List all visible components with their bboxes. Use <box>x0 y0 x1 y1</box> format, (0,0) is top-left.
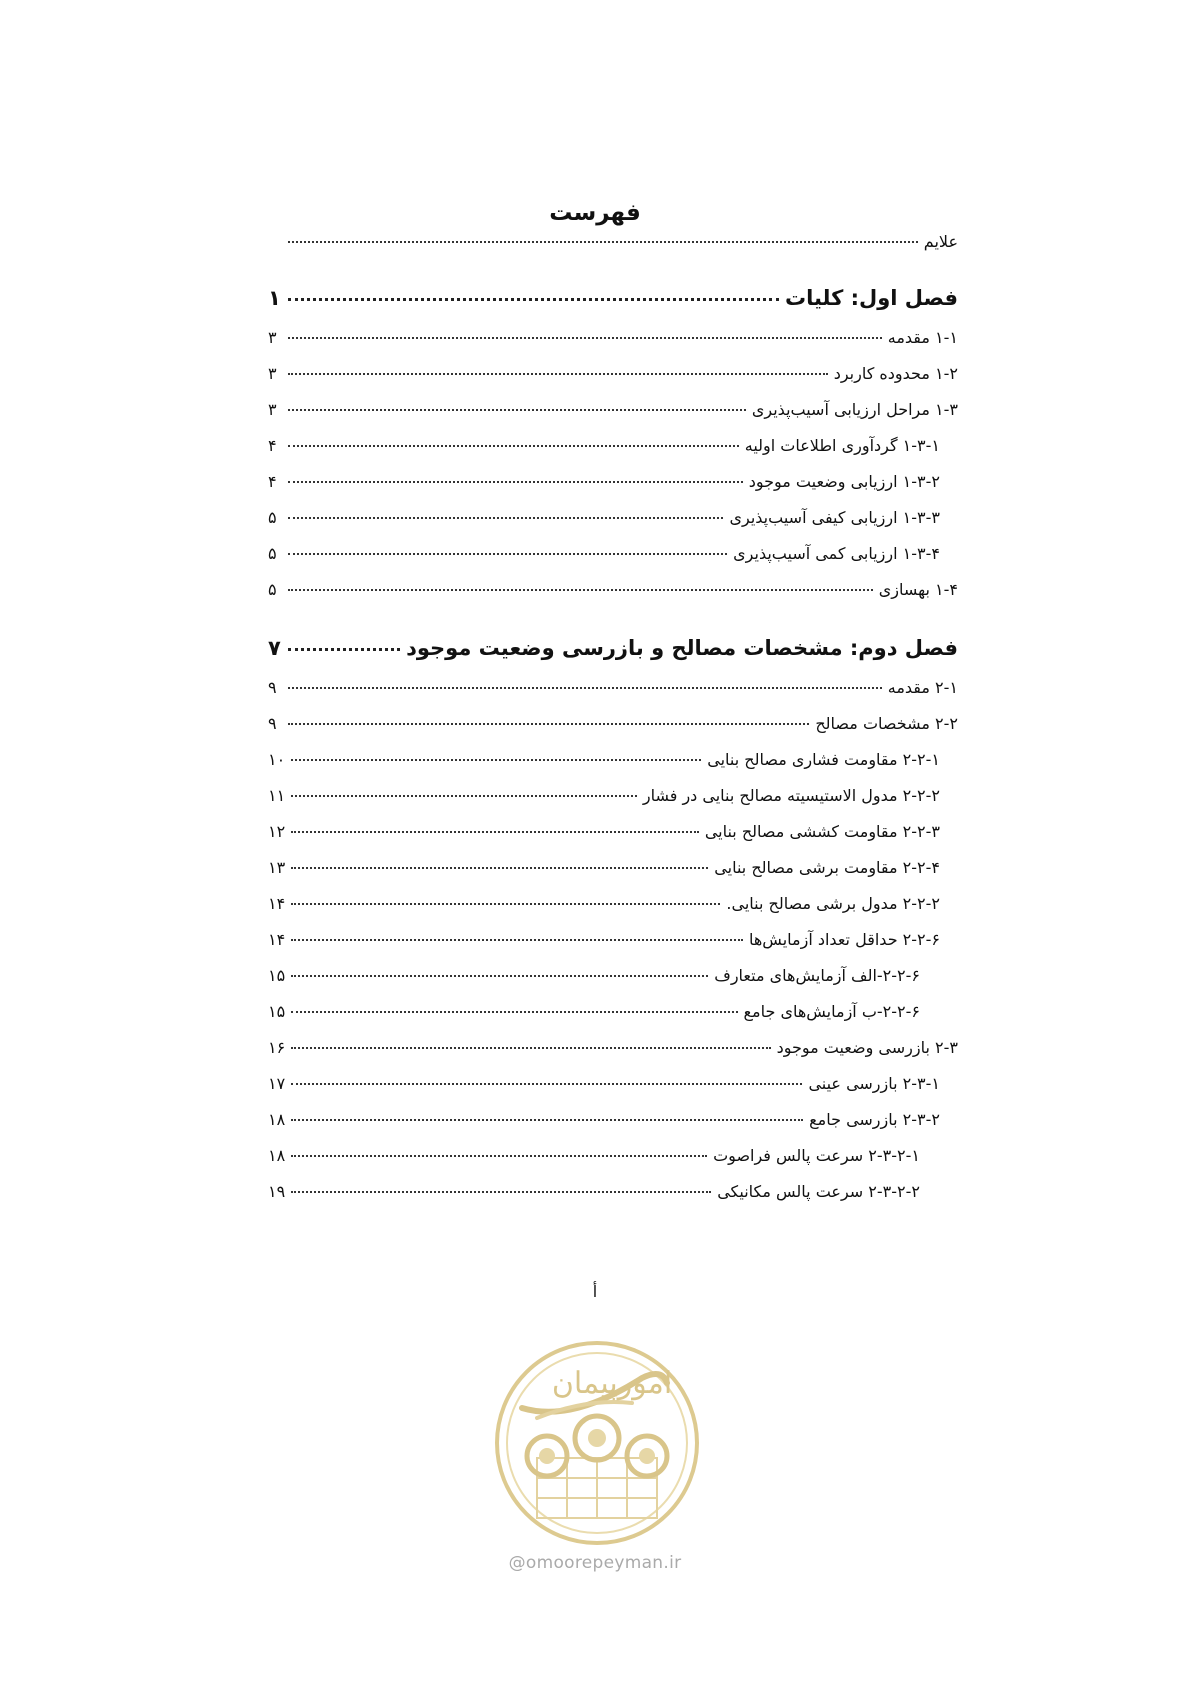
toc-entry-page: ۱۵ <box>268 966 286 985</box>
toc-entry-page: ۱۱ <box>268 786 286 805</box>
toc-entry-page: ۱۶ <box>268 1038 286 1057</box>
toc-entry[interactable] <box>268 1002 958 1036</box>
toc-entry[interactable] <box>268 544 958 578</box>
toc-entry-label: فصل دوم: مشخصات مصالح و بازرسی وضعیت موجود <box>406 636 958 660</box>
toc-entry[interactable] <box>268 472 958 506</box>
toc-entry-page: ۳ <box>268 364 277 383</box>
dot-leader <box>288 481 743 483</box>
toc-entry-label: ۱-۳-۲ ارزیابی وضعیت موجود <box>748 472 940 491</box>
page-title: فهرست <box>549 200 641 226</box>
toc-entry[interactable] <box>268 786 958 820</box>
toc-entry-page: ۵ <box>268 508 277 527</box>
toc-entry-label: ۲-۳-۲-۱ سرعت پالس فراصوت <box>713 1146 920 1165</box>
stamp-text: امورپیمان <box>551 1366 673 1401</box>
toc-entry-page: ۱۳ <box>268 858 286 877</box>
toc-chapter[interactable] <box>268 636 958 670</box>
toc-entry-page: ۱۸ <box>268 1146 286 1165</box>
dot-leader <box>291 1119 803 1121</box>
toc-entry-label: ۲-۲-۲ مدول برشی مصالح بنایی. <box>726 894 940 913</box>
toc-entry[interactable] <box>268 1146 958 1180</box>
dot-leader <box>291 1011 737 1013</box>
dot-leader <box>288 445 739 447</box>
toc-entry[interactable] <box>268 858 958 892</box>
dot-leader <box>291 1191 711 1193</box>
toc-entry-label: ۲-۳-۲ بازرسی جامع <box>809 1110 940 1129</box>
dot-leader <box>291 939 743 941</box>
toc-entry-label: ۱-۳ مراحل ارزیابی آسیب‌پذیری <box>751 400 958 419</box>
toc-entry-page: ۴ <box>268 472 277 491</box>
toc-entry-label: ۲-۲-۶-ب آزمایش‌های جامع <box>743 1002 920 1021</box>
toc-entry-label: ۲-۲-۳ مقاومت کششی مصالح بنایی <box>704 822 940 841</box>
toc-entry-page: ۱۷ <box>268 1074 286 1093</box>
dot-leader <box>288 553 727 555</box>
toc-entry[interactable] <box>268 930 958 964</box>
toc-entry-page: ۱۴ <box>268 894 286 913</box>
toc-entry-label: علایم <box>923 232 958 251</box>
toc-entry-label: ۱-۱ مقدمه <box>887 328 958 347</box>
dot-leader <box>288 409 746 411</box>
dot-leader <box>291 1047 770 1049</box>
toc-entry-page: ۵ <box>268 544 277 563</box>
toc-entry-label: ۲-۳-۱ بازرسی عینی <box>808 1074 940 1093</box>
toc-entry-page: ۱۵ <box>268 1002 286 1021</box>
dot-leader <box>288 241 918 243</box>
toc-entry-page: ۵ <box>268 580 277 599</box>
toc-entry-label: ۱-۳-۱ گردآوری اطلاعات اولیه <box>744 436 940 455</box>
toc-entry-label: ۲-۲-۴ مقاومت برشی مصالح بنایی <box>714 858 940 877</box>
toc-chapter[interactable] <box>268 286 958 320</box>
toc-entry-label: ۱-۴ بهسازی <box>878 580 958 599</box>
dot-leader <box>288 687 882 689</box>
toc-entry-page: ۴ <box>268 436 277 455</box>
toc-entry[interactable] <box>268 400 958 434</box>
toc-entry[interactable] <box>268 232 958 266</box>
toc-entry[interactable] <box>268 1110 958 1144</box>
toc-entry[interactable] <box>268 678 958 712</box>
dot-leader <box>288 373 828 375</box>
dot-leader <box>291 867 708 869</box>
dot-leader <box>291 975 708 977</box>
toc-entry-label: ۲-۲-۶-الف آزمایش‌های متعارف <box>714 966 920 985</box>
toc-entry-label: ۱-۲ محدوده کاربرد <box>833 364 958 383</box>
toc-entry-page: ۱۴ <box>268 930 286 949</box>
toc-entry-label: ۲-۱ مقدمه <box>887 678 958 697</box>
toc-entry[interactable] <box>268 966 958 1000</box>
toc-entry[interactable] <box>268 714 958 748</box>
toc-entry[interactable] <box>268 580 958 614</box>
dot-leader <box>288 337 882 339</box>
toc-entry-page: ۹ <box>268 678 277 697</box>
toc-entry[interactable] <box>268 750 958 784</box>
toc-entry[interactable] <box>268 822 958 856</box>
toc-entry[interactable] <box>268 364 958 398</box>
toc-entry-page: ۱۲ <box>268 822 286 841</box>
toc-entry-page: ۷ <box>268 636 281 660</box>
toc-entry-label: ۲-۲ مشخصات مصالح <box>815 714 958 733</box>
toc-entry[interactable] <box>268 1182 958 1216</box>
toc-entry-label: ۲-۲-۱ مقاومت فشاری مصالح بنایی <box>707 750 940 769</box>
toc-entry-label: ۲-۲-۶ حداقل تعداد آزمایش‌ها <box>748 930 940 949</box>
toc-entry-label: ۲-۲-۲ مدول الاستیسیته مصالح بنایی در فشار <box>642 786 940 805</box>
toc-entry-page: ۱۸ <box>268 1110 286 1129</box>
toc-entry[interactable] <box>268 508 958 542</box>
dot-leader <box>288 648 400 651</box>
toc-entry-page: ۱۰ <box>268 750 286 769</box>
toc-entry-page: ۱۹ <box>268 1182 286 1201</box>
dot-leader <box>291 795 637 797</box>
toc-entry-page: ۹ <box>268 714 277 733</box>
dot-leader <box>291 1155 707 1157</box>
website-watermark: @omoorepeyman.ir <box>508 1553 682 1573</box>
dot-leader <box>291 903 720 905</box>
toc-entry-page: ۱ <box>268 286 281 310</box>
toc-entry[interactable] <box>268 1038 958 1072</box>
toc-entry-label: ۲-۳ بازرسی وضعیت موجود <box>776 1038 958 1057</box>
dot-leader <box>288 589 873 591</box>
dot-leader <box>291 831 699 833</box>
dot-leader <box>288 298 779 301</box>
toc-entry-page: ۳ <box>268 400 277 419</box>
dot-leader <box>291 1083 802 1085</box>
toc-entry[interactable] <box>268 894 958 928</box>
dot-leader <box>288 723 809 725</box>
stamp-logo-icon <box>492 1338 702 1548</box>
toc-entry-label: ۱-۳-۴ ارزیابی کمی آسیب‌پذیری <box>733 544 940 563</box>
toc-entry[interactable] <box>268 328 958 362</box>
toc-entry-label: ۲-۳-۲-۲ سرعت پالس مکانیکی <box>717 1182 920 1201</box>
toc-entry-label: فصل اول: کلیات <box>784 286 958 310</box>
toc-entry[interactable] <box>268 1074 958 1108</box>
dot-leader <box>288 517 723 519</box>
toc-entry[interactable] <box>268 436 958 470</box>
page-number: أ <box>592 1282 598 1301</box>
dot-leader <box>291 759 701 761</box>
toc-entry-label: ۱-۳-۳ ارزیابی کیفی آسیب‌پذیری <box>729 508 940 527</box>
toc-entry-page: ۳ <box>268 328 277 347</box>
